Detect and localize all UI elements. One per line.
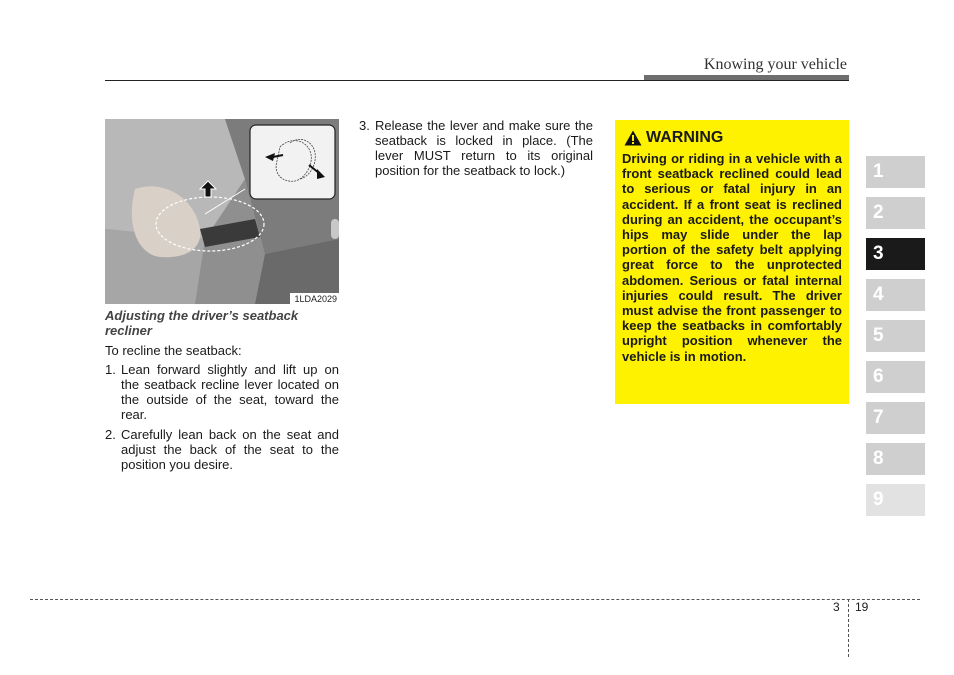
steps-list-part-1 bbox=[105, 362, 339, 472]
list-item bbox=[105, 427, 339, 472]
chapter-tab-5[interactable]: 5 bbox=[866, 320, 925, 352]
middle-column-text bbox=[359, 118, 593, 183]
chapter-tab-2[interactable]: 2 bbox=[866, 197, 925, 229]
step-number: 2. bbox=[105, 427, 116, 442]
step-text: Carefully lean back on the seat and adjust the back of the seat to the position you desire. bbox=[121, 427, 339, 472]
chapter-tab-8[interactable]: 8 bbox=[866, 443, 925, 475]
footer-section-number: 3 bbox=[833, 600, 840, 614]
chapter-tab-9[interactable]: 9 bbox=[866, 484, 925, 516]
step-text: Release the lever and make sure the seatback is locked in place. (The lever MUST return to its original position for the seatback to lock.) bbox=[375, 118, 593, 178]
figure-caption: Adjusting the driver’s seatback recliner bbox=[105, 308, 299, 338]
footer-rule bbox=[30, 599, 920, 600]
chapter-tab-7[interactable]: 7 bbox=[866, 402, 925, 434]
running-header: Knowing your vehicle bbox=[703, 56, 847, 73]
intro-text: To recline the seatback: bbox=[105, 343, 242, 358]
chapter-tab-3[interactable]: 3 bbox=[866, 238, 925, 270]
left-column-text bbox=[105, 343, 339, 477]
warning-title: WARNING bbox=[646, 129, 724, 146]
seat-illustration bbox=[105, 119, 339, 304]
chapter-tabs bbox=[866, 156, 925, 525]
chapter-tab-6[interactable]: 6 bbox=[866, 361, 925, 393]
chapter-tab-4[interactable]: 4 bbox=[866, 279, 925, 311]
warning-heading bbox=[624, 129, 723, 147]
warning-text: Driving or riding in a vehicle with a front seatback reclined could lead to serious or fatal injury in an accident. If a front seat is reclined during an accident, the occupant’s hips may slide under the lap portion of the safety belt applying great force to the unprotected abdomen. Serious or fatal internal injuries could result. The driver must advise the front passenger to keep the seatbacks in comfortably upright position whenever the vehicle is in motion. bbox=[622, 151, 842, 364]
list-item bbox=[359, 118, 593, 178]
steps-list-part-2 bbox=[359, 118, 593, 178]
step-text: Lean forward slightly and lift up on the seatback recline lever located on the outside of the seat, toward the rear. bbox=[121, 362, 339, 422]
step-number: 1. bbox=[105, 362, 116, 377]
footer-divider bbox=[848, 599, 849, 657]
header-rule bbox=[105, 80, 849, 81]
step-number: 3. bbox=[359, 118, 370, 133]
figure-code: 1LDA2029 bbox=[290, 293, 339, 304]
seat-recliner-photo bbox=[105, 119, 339, 304]
footer-page-number: 19 bbox=[855, 600, 869, 614]
list-item bbox=[105, 362, 339, 422]
warning-box bbox=[615, 120, 849, 404]
warning-triangle-icon bbox=[624, 130, 642, 146]
chapter-tab-1[interactable]: 1 bbox=[866, 156, 925, 188]
